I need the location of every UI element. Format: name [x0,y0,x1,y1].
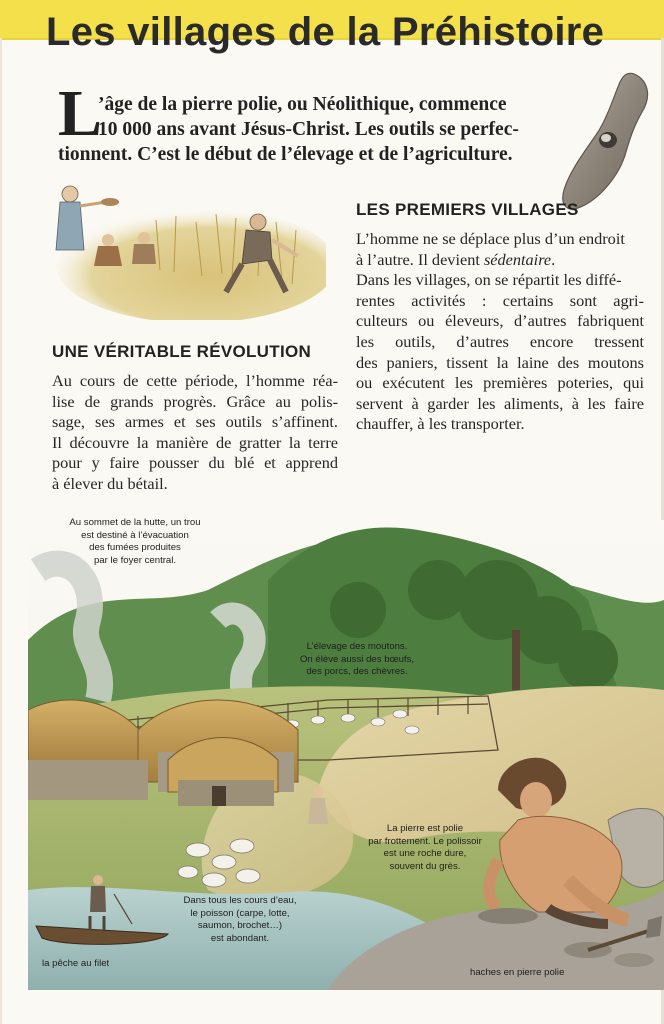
text-line: lise de grands progrès. Grâce au polis- [52,391,338,411]
caption-line: par frottement. Le polissoir [368,835,482,847]
harvest-illustration [36,180,326,320]
caption-polished-stone [360,823,490,873]
caption-line: Au sommet de la hutte, un trou [69,517,201,528]
caption-line: est abondant. [210,932,270,944]
section-heading-revolution: UNE VÉRITABLE RÉVOLUTION [52,342,312,361]
text-line: Au cours de cette période, l’homme réa- [52,371,338,390]
section-body-revolution [52,371,338,495]
caption-line: est une roche dure, [383,848,467,860]
caption-line: saumon, brochet…) [197,920,283,932]
text-line: ou exécutent les premières poteries, qui [356,373,644,393]
text-line: les outils, d’autres encore tressent [356,331,644,351]
caption-stone-axes: haches en pierre polie [470,967,565,978]
caption-net-fishing: la pêche au filet [42,958,110,969]
polished-axe-illustration [556,66,656,216]
caption-hut-smoke [42,517,228,567]
caption-line: Dans tous les cours d’eau, [183,895,297,906]
caption-line: des fumées produites [89,542,181,554]
intro-line: 10 000 ans avant Jésus-Christ. Les outils se perfec- [98,119,519,140]
italic-term: sédentaire [483,249,552,269]
text-line [356,250,644,271]
text-line: L’homme ne se déplace plus d’un endroit [356,229,625,248]
caption-line: L’élevage des moutons. [306,641,408,652]
text-line-part: à l’autre. Il devient [356,249,484,269]
intro-paragraph [58,92,538,167]
text-line: culteurs ou éleveurs, d’autres fabriquent [356,311,644,331]
village-scene-illustration [28,520,664,990]
caption-river-fish [178,895,302,945]
caption-line: La pierre est polie [386,823,464,834]
text-line: à élever du bétail. [52,473,168,493]
text-line: servent à garder les aliments, à les faire [356,393,644,413]
intro-line: ’âge de la pierre polie, ou Néolithique, commence [98,94,507,115]
caption-line: par le foyer central. [93,554,177,566]
section-body-villages [356,229,644,435]
text-line: chauffer, à les transporter. [356,414,525,434]
caption-line: le poisson (carpe, lotte, [190,907,290,919]
text-line-part: . [551,249,556,269]
text-line: Il découvre la manière de gratter la terre [52,432,338,452]
text-line: sage, ses armes et ses outils s’affinent. [52,412,338,432]
section-heading-villages: LES PREMIERS VILLAGES [356,200,579,219]
intro-line: tionnent. C’est le début de l’élevage et de l’agriculture. [58,144,513,165]
caption-line: souvent du grès. [389,860,461,872]
page-title: Les villages de la Préhistoire [46,10,605,54]
caption-line: On élève aussi des bœufs, [299,653,415,665]
caption-line: des porcs, des chèvres. [306,666,408,678]
page-edge-left [0,38,2,1024]
caption-line: est destiné à l’évacuation [81,529,189,541]
text-line: Dans les villages, on se répartit les diffé- [356,270,622,290]
text-line: des paniers, tissent la laine des moutons [356,352,644,372]
text-line: pour y faire pousser du blé et apprend [52,453,338,473]
text-line: rentes activités : certains sont agri- [356,290,644,310]
intro-dropcap: L [58,77,103,150]
caption-livestock [296,641,418,679]
